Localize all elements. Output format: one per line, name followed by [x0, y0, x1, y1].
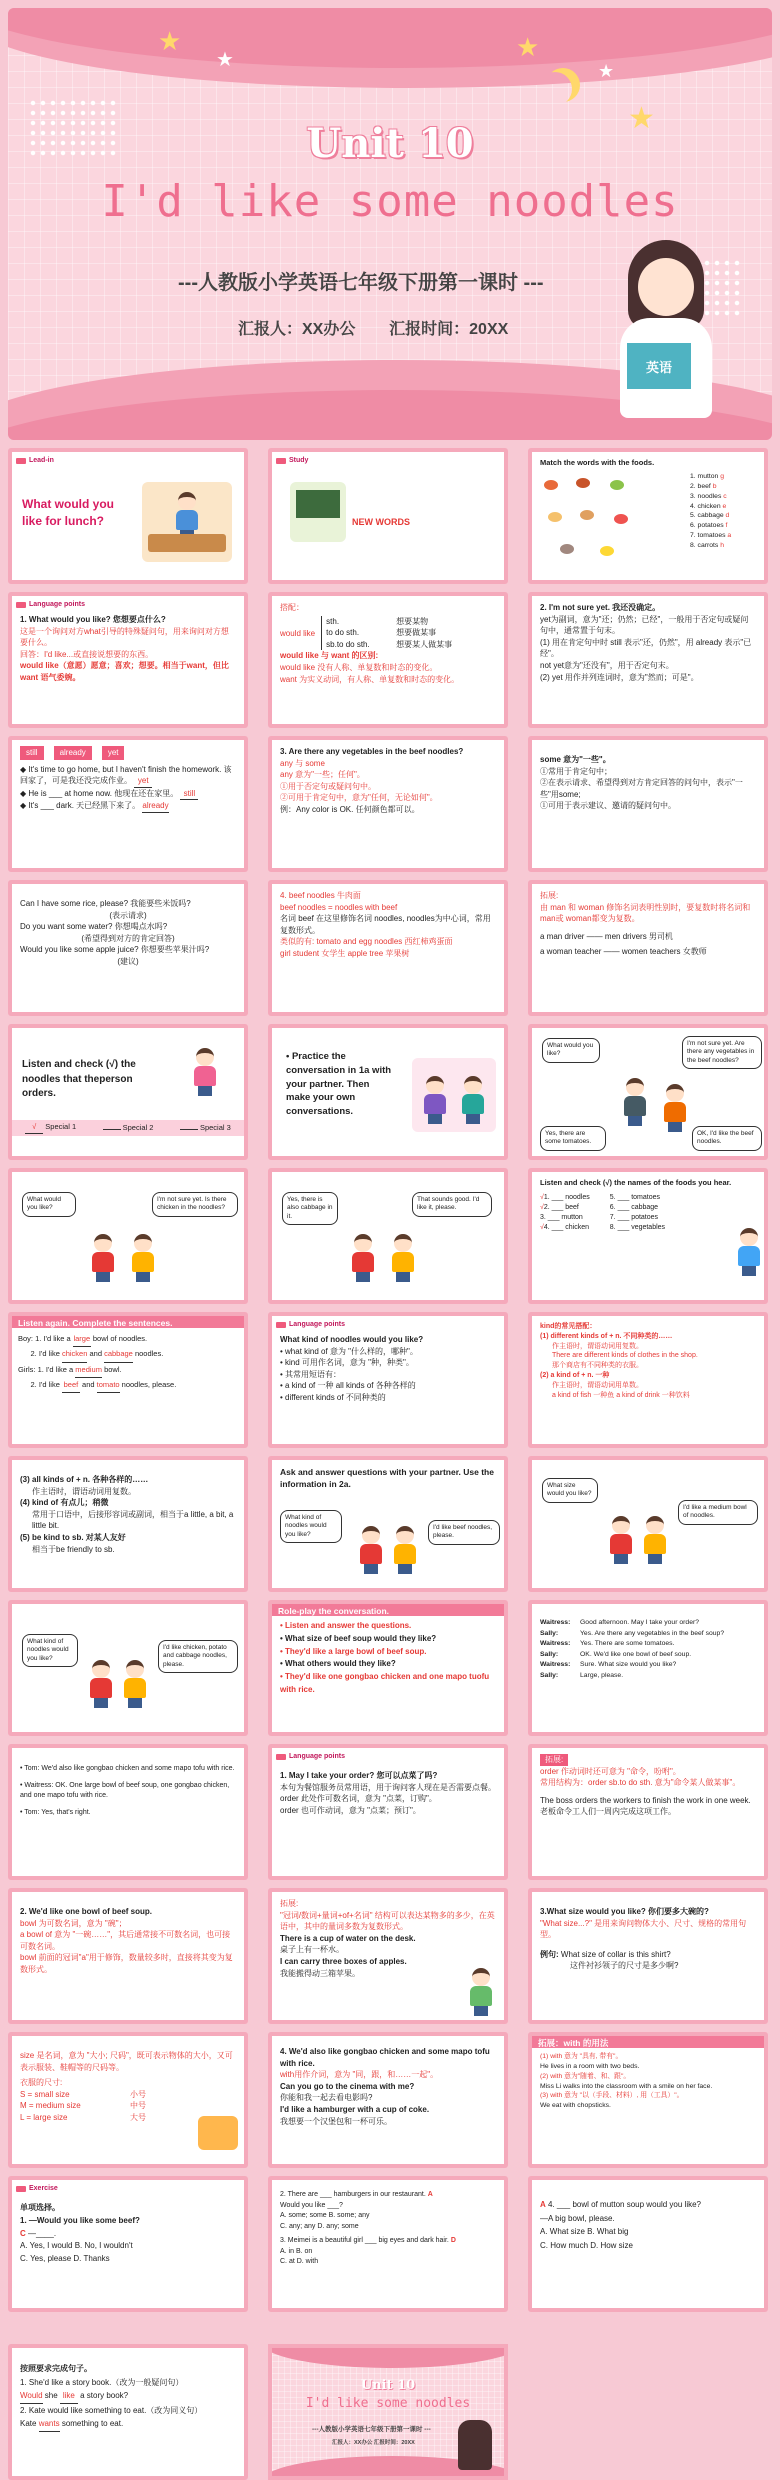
text-line: (1) 用在肯定句中时 still 表示"还，仍然"，用 already 表示"已经"。 — [540, 637, 752, 659]
speech-bubble: What would you like? — [542, 1038, 600, 1063]
option[interactable]: √ Special 1 — [25, 1122, 76, 1134]
food-pictures — [540, 474, 670, 574]
slide-any-some — [268, 736, 508, 872]
text-line: • Tom: We'd also like gongbao chicken and some mapo tofu with rice. — [20, 1765, 235, 1772]
text-line: 这是一个询问对方what引导的特殊疑问句，用来询问对方想要什么。 — [20, 626, 229, 648]
boy-illustration — [608, 1516, 634, 1564]
slide-beef-noodles — [268, 880, 508, 1016]
text-line: beef noodles = noodles with beef — [280, 902, 398, 912]
text-line: (表示请求) — [109, 910, 147, 920]
text-line: (4) kind of 有点儿；稍微 — [20, 1498, 109, 1508]
text-line: 拓展: — [540, 891, 559, 900]
slide-role-play — [268, 1600, 508, 1736]
table-row: sb.to do sth. 想要某人做某事 — [326, 639, 453, 649]
text-line: C. How much D. How size — [540, 2240, 633, 2250]
text-line: Can you go to the cinema with me? — [280, 2081, 415, 2091]
text-line: 1. —Would you like some beef? — [20, 2215, 140, 2225]
slide-dialog-2 — [8, 1168, 248, 1304]
text-line: • 其常用短语有： — [280, 1369, 342, 1379]
text-line: 1. She'd like a story book.（改为一般疑问句） — [20, 2377, 184, 2387]
slide-tag: Language points — [276, 1320, 345, 1330]
text-line: 回答：I'd like...或直接说想要的东西。 — [20, 649, 154, 659]
slide-dialog-kind — [8, 1600, 248, 1736]
text-line: a bowl of 意为 "一碗……"，其后通常接不可数名词，也可接可数名词。 — [20, 1930, 231, 1951]
slide-quantity-extension — [268, 1888, 508, 2024]
text-line: 拓展: — [280, 1899, 299, 1908]
text-line: 例句: What size of collar is this shirt? — [540, 1949, 671, 1959]
table-row: Sally: Large, please. — [540, 1671, 624, 1679]
word-chips: still already yet — [20, 746, 236, 760]
text-line: • what kind of 意为 "什么样的，哪种"。 — [280, 1346, 418, 1356]
slide-practice — [268, 1024, 508, 1160]
text-line: order 此处作可数名词，意为 "点菜，订购"。 — [280, 1794, 437, 1804]
list-item: 8. carrots h — [690, 541, 725, 549]
text-line: Do you want some water? 你想喝点水吗? — [20, 922, 168, 932]
slide-match — [528, 448, 768, 584]
text-line: 3.What size would you like? 你们要多大碗的? — [540, 1907, 709, 1916]
slide-conversation-2 — [8, 1744, 248, 1880]
cover-meta — [238, 316, 508, 339]
list-item: 6. potatoes f — [690, 522, 728, 530]
table-row: Sally: Yes. Are there any vegetables in the beef soup? — [540, 1629, 725, 1637]
text-line: —A big bowl, please. — [540, 2213, 615, 2223]
extension-chip: 拓展: — [540, 1754, 568, 1766]
text-line: 3. Are there any vegetables in the beef noodles? — [280, 747, 464, 756]
text-line: Listen and check (√) the noodles that theperson orders. — [22, 1059, 136, 1099]
reporter: 汇报人：XX办公 — [238, 321, 356, 338]
slide-language-points-1 — [8, 592, 248, 728]
text-line: 我能搬得动三箱苹果。 — [280, 1968, 360, 1978]
slide-with — [268, 2032, 508, 2168]
book-label: 英语 — [624, 340, 694, 392]
text-line: A. Yes, I would B. No, I wouldn't — [20, 2241, 133, 2251]
customer-illustration — [662, 1084, 688, 1132]
text-line: 1. May I take your order? 您可以点菜了吗? — [280, 1771, 438, 1780]
text-line: A. What size B. What big — [540, 2227, 629, 2237]
would-like-label: would like — [280, 628, 316, 638]
table-row: Waitress: Yes. There are some tomatoes. — [540, 1640, 675, 1648]
waiter-illustration — [622, 1078, 648, 1126]
check-item[interactable]: 6. ___ cabbage — [609, 1204, 659, 1212]
option[interactable]: Special 3 — [180, 1123, 231, 1134]
list-item: 1. mutton g — [690, 473, 725, 480]
slide-size — [8, 2032, 248, 2168]
text-line: a kind of fish 一种鱼 a kind of drink 一种饮料 — [552, 1391, 690, 1399]
text-line: 相当于be friendly to sb. — [32, 1544, 115, 1554]
boy-illustration — [88, 1660, 114, 1708]
slide-study — [268, 448, 508, 584]
text-line: 2. Kate would like something to eat.（改为同义句） — [20, 2405, 203, 2415]
text-line: would like 没有人称、单复数和时态的变化。 — [280, 662, 438, 672]
text-line: ①可用于表示建议、邀请的疑问句中。 — [540, 801, 676, 811]
text-line: • Tom: Yes, that's right. — [20, 1808, 91, 1816]
text-line: A 4. ___ bowl of mutton soup would you like? — [540, 2200, 701, 2209]
text-line: girl student 女学生 apple tree 苹果树 — [280, 948, 410, 958]
text-line: Girls: 1. I'd like a medium bowl. — [18, 1363, 238, 1378]
text-line: • Listen and answer the questions. — [280, 1621, 412, 1630]
slide-some — [528, 736, 768, 872]
star-icon: ★ — [516, 32, 540, 62]
text-line: 3. Meimei is a beautiful girl ___ big eyes and dark hair. D — [280, 2237, 456, 2244]
check-item[interactable]: √2. ___ beef — [540, 1204, 579, 1212]
speech-bubble: I'm not sure yet. Are there any vegetables in the beef noodles? — [682, 1036, 762, 1069]
star-icon: ★ — [598, 61, 615, 81]
clothes-illustration — [198, 2116, 238, 2150]
text-line: • kind 可用作名词，意为 "种，种类"。 — [280, 1358, 414, 1368]
slide-conversation — [528, 1600, 768, 1736]
moon-icon — [538, 72, 572, 106]
teacher-illustration — [606, 240, 726, 420]
check-item[interactable]: 3. ___ mutton — [540, 1214, 583, 1222]
text-line: ②在表示请求、希望得到对方肯定回答的问句中，表示"一些"用some; — [540, 778, 743, 799]
lead-question: What would you like for lunch? — [22, 497, 114, 529]
slide-listen-check — [8, 1024, 248, 1160]
slide-collocations — [268, 592, 508, 728]
slide-what-size — [528, 1888, 768, 2024]
slide-closing-cover — [268, 2344, 508, 2480]
teacher-illustration — [458, 2420, 492, 2470]
text-line: Would you like some apple juice? 你想要些苹果汁吗? — [20, 945, 210, 955]
report-time: 汇报时间：20XX — [389, 321, 509, 338]
boy-illustration — [90, 1234, 116, 1282]
text-line: (5) be kind to sb. 对某人友好 — [20, 1532, 126, 1542]
text-line: not yet意为"还没有"，用于否定句末。 — [540, 660, 674, 670]
slide-dialog-3 — [268, 1168, 508, 1304]
text-line: 你能和我一起去看电影吗? — [280, 2093, 373, 2103]
girl-illustration — [390, 1234, 416, 1282]
text-line: 4. We'd also like gongbao chicken and some mapo tofu with rice. — [280, 2047, 490, 2068]
mini-subtitle: ---人教版小学英语七年级下册第一课时 --- — [312, 2426, 431, 2433]
star-icon: ★ — [216, 49, 234, 71]
girl-illustration — [130, 1234, 156, 1282]
text-line: • Waitress: OK. One large bowl of beef soup, one gongbao chicken, and one mapo tofu with rice. — [20, 1781, 230, 1799]
text-line: I can carry three boxes of apples. — [280, 1956, 407, 1966]
text-line: C. Yes, please D. Thanks — [20, 2254, 110, 2264]
slide-what-kind — [268, 1312, 508, 1448]
slide-tag: Lead-in — [16, 456, 54, 466]
text-line: • What size of beef soup would they like? — [280, 1633, 437, 1643]
option[interactable]: Special 2 — [103, 1123, 154, 1134]
text-line: 本句为餐馆服务员常用语，用于询问客人现在是否需要点餐。 — [280, 1782, 496, 1792]
speech-bubble: I'm not sure yet. Is there chicken in the noodles? — [152, 1192, 238, 1217]
kid-illustration — [736, 1228, 762, 1276]
restaurant-illustration — [412, 1058, 496, 1132]
text-line: Miss Li walks into the classroom with a smile on her face. — [540, 2082, 713, 2090]
text-line: Kate wants something to eat. — [20, 2417, 236, 2432]
girl-illustration — [642, 1516, 668, 1564]
text-line: Would you like ___? — [280, 2201, 343, 2209]
mini-title: I'd like some noodles — [305, 2396, 471, 2411]
text-line: 2. I'd like chicken and cabbage noodles. — [18, 1347, 238, 1362]
text-line: What kind of noodles would you like? — [280, 1335, 424, 1344]
kid-illustration — [468, 1968, 494, 2016]
boy-illustration — [358, 1526, 384, 1574]
text-line: (3) all kinds of + n. 各种各样的…… — [20, 1475, 149, 1484]
text-line: 按照要求完成句子。 — [20, 2364, 92, 2373]
text-line: some 意为"一些"。 — [540, 755, 611, 764]
speech-bubble: Yes, there are some tomatoes. — [540, 1126, 606, 1151]
text-line: 作主语时，谓语动词用复数。 — [552, 1342, 643, 1350]
speech-bubble: I'd like beef noodles, please. — [428, 1520, 500, 1545]
text-line: size 是名词，意为 "大小; 尺码"，既可表示物体的大小，又可表示服装、鞋帽等的尺码等。 — [20, 2051, 233, 2072]
text-line: Ask and answer questions with your partner. Use the information in 2a. — [280, 1467, 494, 1490]
text-line: • a kind of 一种 all kinds of 各种各样的 — [280, 1381, 416, 1391]
slide-tag: Exercise — [16, 2184, 58, 2194]
slide-lead-in — [8, 448, 248, 584]
text-line: order 也可作动词，意为 "点菜；预订"。 — [280, 1805, 421, 1815]
list-item: 3. noodles c — [690, 492, 727, 500]
kid-illustration — [192, 1048, 218, 1096]
text-line: A. in B. on — [280, 2247, 313, 2255]
slide-ask-answer — [268, 1456, 508, 1592]
text-line: any 意为"一些；任何"。 — [280, 770, 365, 780]
text-line: 衣服的尺寸: — [20, 2078, 63, 2088]
slide-order — [268, 1744, 508, 1880]
text-line: "What size...?" 是用来询问物体大小、尺寸、规格的常用句型。 — [540, 1918, 747, 1940]
star-icon: ★ — [628, 102, 655, 135]
text-line: C. at D. with — [280, 2258, 319, 2265]
text-line: 作主语时，谓语动词用单数。 — [552, 1381, 643, 1389]
text-line: 桌子上有一杯水。 — [280, 1945, 344, 1955]
text-line: • What others would they like? — [280, 1659, 396, 1669]
text-line: The boss orders the workers to finish the work in one week. 老板命令工人们一周内完成这项工作。 — [540, 1795, 751, 1817]
slide-exercise-3 — [528, 2176, 768, 2312]
text-line: 2. We'd like one bowl of beef soup. — [20, 1907, 152, 1916]
check-item[interactable]: 8. ___ vegetables — [609, 1224, 666, 1232]
star-icon: ★ — [158, 26, 182, 56]
text-line: (建议) — [117, 956, 139, 966]
text-line: (1) with 意为 "具有, 带有"。 — [540, 2053, 623, 2060]
text-line: • different kinds of 不同种类的 — [280, 1392, 386, 1402]
table-row: M = medium size 中号 — [20, 2101, 146, 2111]
table-row: to do sth. 想要做某事 — [326, 628, 437, 638]
text-line: 由 man 和 woman 修饰名词表明性别时，要复数时将名词和man或 woman都变为复数。 — [540, 902, 751, 924]
text-line: yet为副词，意为"还；仍然；已经"，一般用于否定句或疑问句中，通常置于句末。 — [540, 614, 749, 636]
text-line: There is a cup of water on the desk. — [280, 1933, 416, 1943]
speech-bubble: What kind of noodles would you like? — [22, 1634, 78, 1667]
list-item: 2. beef b — [690, 482, 717, 490]
table-row: Waitress: Good afternoon. May I take your order? — [540, 1619, 700, 1626]
text-line: 4. beef noodles 牛肉面 — [280, 891, 361, 900]
study-title: NEW WORDS — [352, 517, 410, 527]
table-row: Waitress: Sure. What size would you like? — [540, 1661, 677, 1669]
slide-with-extension — [528, 2032, 768, 2168]
text-line: He lives in a room with two beds. — [540, 2062, 640, 2070]
text-line: C. any; any D. any; some — [280, 2222, 359, 2230]
text-line: 例：Any color is OK. 任何颜色都可以。 — [280, 804, 420, 814]
text-line: 常用结构为：order sb.to do sth. 意为"命令某人做某事"。 — [540, 1778, 741, 1788]
slide-listen-foods — [528, 1168, 768, 1304]
text-line: A. some; some B. some; any — [280, 2212, 370, 2219]
speech-bubble: What kind of noodles would you like? — [280, 1510, 342, 1543]
text-line: Can I have some rice, please? 我能要些米饭吗? — [20, 899, 191, 908]
speech-bubble: OK, I'd like the beef noodles. — [692, 1126, 762, 1151]
text-line: 2. There are ___ hamburgers in our restaurant. A — [280, 2191, 433, 2198]
speech-bubble: Yes, there is also cabbage in it. — [282, 1192, 338, 1225]
cover-slide — [8, 8, 772, 440]
list-item: 4. chicken e — [690, 502, 727, 510]
lunch-illustration — [142, 482, 232, 562]
speech-bubble: I'd like chicken, potato and cabbage noodles, please. — [158, 1640, 238, 1673]
slide-yet — [528, 592, 768, 728]
slide-listen-again — [8, 1312, 248, 1448]
check-item[interactable]: 5. ___ tomatoes — [609, 1193, 660, 1201]
mini-unit: Unit 10 — [360, 2378, 416, 2393]
text-line: kind的常见搭配： — [540, 1323, 597, 1330]
list-item: 7. tomatoes a — [690, 532, 732, 540]
speech-bubble: That sounds good. I'd like it, please. — [412, 1192, 492, 1217]
text-line: 常用于口语中，后接形容词或副词，相当于a little, a bit, a little bit. — [32, 1509, 234, 1531]
text-line: I'd like a hamburger with a cup of coke. — [280, 2104, 430, 2114]
text-line: would like 与 want 的区别: — [280, 651, 379, 661]
slide-tag: Language points — [276, 1752, 345, 1762]
text-line: (2) with 意为"随着、和、跟"。 — [540, 2072, 631, 2080]
slide-dialog-1 — [528, 1024, 768, 1160]
slide-bowl — [8, 1888, 248, 2024]
check-item[interactable]: 7. ___ potatoes — [609, 1214, 659, 1222]
check-item[interactable]: √4. ___ chicken — [540, 1224, 589, 1232]
text-line: 1. What would you like? 您想要点什么? — [20, 615, 166, 624]
slide-exercise-2 — [268, 2176, 508, 2312]
slide-kind-more — [8, 1456, 248, 1592]
text-line: We eat with chopsticks. — [540, 2102, 611, 2110]
text-line: Would she like a story book? — [20, 2389, 236, 2404]
slide-tag: Language points — [16, 600, 85, 610]
slide-order-extension — [528, 1744, 768, 1880]
list-item: 5. cabbage d — [690, 512, 730, 520]
slide-man-woman — [528, 880, 768, 1016]
slide-kind-collocations — [528, 1312, 768, 1448]
slide-header-bar: 拓展：with 的用法 — [532, 2036, 764, 2048]
text-line: ◆ He is ___ at home now. 他现在还在家里。 still — [20, 788, 236, 801]
table-row: S = small size 小号 — [20, 2089, 146, 2099]
text-line: ②可用于肯定句中，意为"任何，无论如何"。 — [280, 793, 438, 803]
unit-title: Unit 10 — [306, 120, 474, 167]
slide-header-bar: Role-play the conversation. — [272, 1604, 504, 1616]
text-line: with用作介词，意为 "同，跟，和……一起"。 — [280, 2070, 439, 2080]
slide-exercise-4 — [8, 2344, 248, 2480]
slide-tag: Study — [276, 456, 308, 466]
cover-subtitle: ---人教版小学英语七年级下册第一课时 --- — [178, 272, 544, 294]
text-line: • Practice the conversation in 1a with your partner. Then make your own conversations. — [286, 1051, 392, 1118]
text-line: 类似的有: tomato and egg noodles 西红柿鸡蛋面 — [280, 937, 453, 947]
text-line: Listen and check (√) the names of the foods you hear. — [540, 1178, 732, 1187]
text-line: 2. I'm not sure yet. 我还没确定。 — [540, 603, 661, 612]
slide-still-already-yet — [8, 736, 248, 872]
text-line: • They'd like one gongbao chicken and one mapo tuofu with rice. — [280, 1672, 490, 1694]
speech-bubble: I'd like a medium bowl of noodles. — [678, 1500, 758, 1525]
text-line: (2) yet 用作并列连词时，意为"然而；可是"。 — [540, 672, 699, 682]
text-line: bowl 前面的冠词"a"用于修饰，数量较多时，直接将其变为复数形式。 — [20, 1953, 233, 1974]
text-line: (1) different kinds of + n. 不同种类的…… — [540, 1332, 673, 1340]
text-line: • They'd like a large bowl of beef soup. — [280, 1646, 427, 1656]
text-line: a man driver —— men drivers 男司机 — [540, 931, 673, 941]
text-line: 2. I'd like beef and tomato noodles, please. — [18, 1378, 238, 1393]
text-line: 作主语时，谓语动词用复数。 — [32, 1486, 136, 1496]
text-line: order 作动词时还可意为 "命令，吩咐"。 — [540, 1766, 681, 1776]
text-line: 这件衬衫领子的尺寸是多少啊? — [570, 1961, 679, 1971]
text-line: bowl 为可数名词，意为 "碗"； — [20, 1918, 127, 1928]
speech-bubble: What size would you like? — [542, 1478, 598, 1503]
text-line: "冠词/数词+量词+of+名词" 结构可以表达某物多的多少，在英语中，其中的量词多数为复数形式。 — [280, 1910, 495, 1932]
table-row: Sally: OK. We'd like one bowl of beef soup. — [540, 1650, 692, 1658]
text-line: (希望得到对方的肯定回答) — [81, 933, 175, 943]
text-line: any 与 some — [280, 758, 325, 768]
speech-bubble: What would you like? — [22, 1192, 76, 1217]
text-line: ◆ It's ___ dark. 天已经黑下来了。 already — [20, 800, 236, 813]
text-line: Boy: 1. I'd like a large bowl of noodles. — [18, 1332, 238, 1347]
text-line: C —____. — [20, 2228, 57, 2238]
text-line: ①用于否定句或疑问句中。 — [280, 781, 376, 791]
text-line: 搭配： — [280, 603, 304, 612]
slide-some-examples — [8, 880, 248, 1016]
table-row: L = large size 大号 — [20, 2112, 146, 2122]
match-title: Match the words with the foods. — [540, 458, 655, 467]
girl-illustration — [392, 1526, 418, 1574]
check-item[interactable]: √1. ___ noodles — [540, 1193, 590, 1201]
text-line: (3) with 意为 "以（手段、材料）, 用（工具）"。 — [540, 2092, 684, 2100]
text-line: would like（意愿）愿意；喜欢；想要。相当于want，但比want 语气委婉。 — [20, 661, 229, 682]
text-line: ①常用于肯定句中； — [540, 766, 612, 776]
text-line: want 为实义动词，有人称、单复数和时态的变化。 — [280, 674, 460, 684]
slide-exercise-1 — [8, 2176, 248, 2312]
text-line: 我想要一个汉堡包和一杯可乐。 — [280, 2116, 392, 2126]
boy-illustration — [350, 1234, 376, 1282]
text-line: (2) a kind of + n. 一种 — [540, 1371, 610, 1379]
table-row: sth. 想要某物 — [326, 616, 429, 626]
text-line: 单项选择。 — [20, 2203, 60, 2212]
options-row — [12, 1120, 244, 1136]
text-line: ◆ It's time to go home, but I haven't finish the homework. 该回家了，可是我还没完成作业。 yet — [20, 764, 236, 788]
slide-dialog-size — [528, 1456, 768, 1592]
match-list — [690, 472, 731, 551]
text-line: 名词 beef 在这里修饰名词 noodles, noodles为中心词，常用复数形式。 — [280, 914, 491, 935]
blackboard-illustration — [290, 482, 346, 542]
cover-title: I'd like some noodles — [101, 176, 679, 227]
girl-illustration — [122, 1660, 148, 1708]
text-line: There are different kinds of clothes in the shop. — [552, 1352, 698, 1360]
mini-meta: 汇报人：XX办公 汇报时间：20XX — [332, 2440, 415, 2446]
text-line: 那个商店有不同种类的衣服。 — [552, 1362, 643, 1370]
slide-header-bar: Listen again. Complete the sentences. — [12, 1316, 244, 1328]
text-line: a woman teacher —— women teachers 女教师 — [540, 947, 707, 957]
